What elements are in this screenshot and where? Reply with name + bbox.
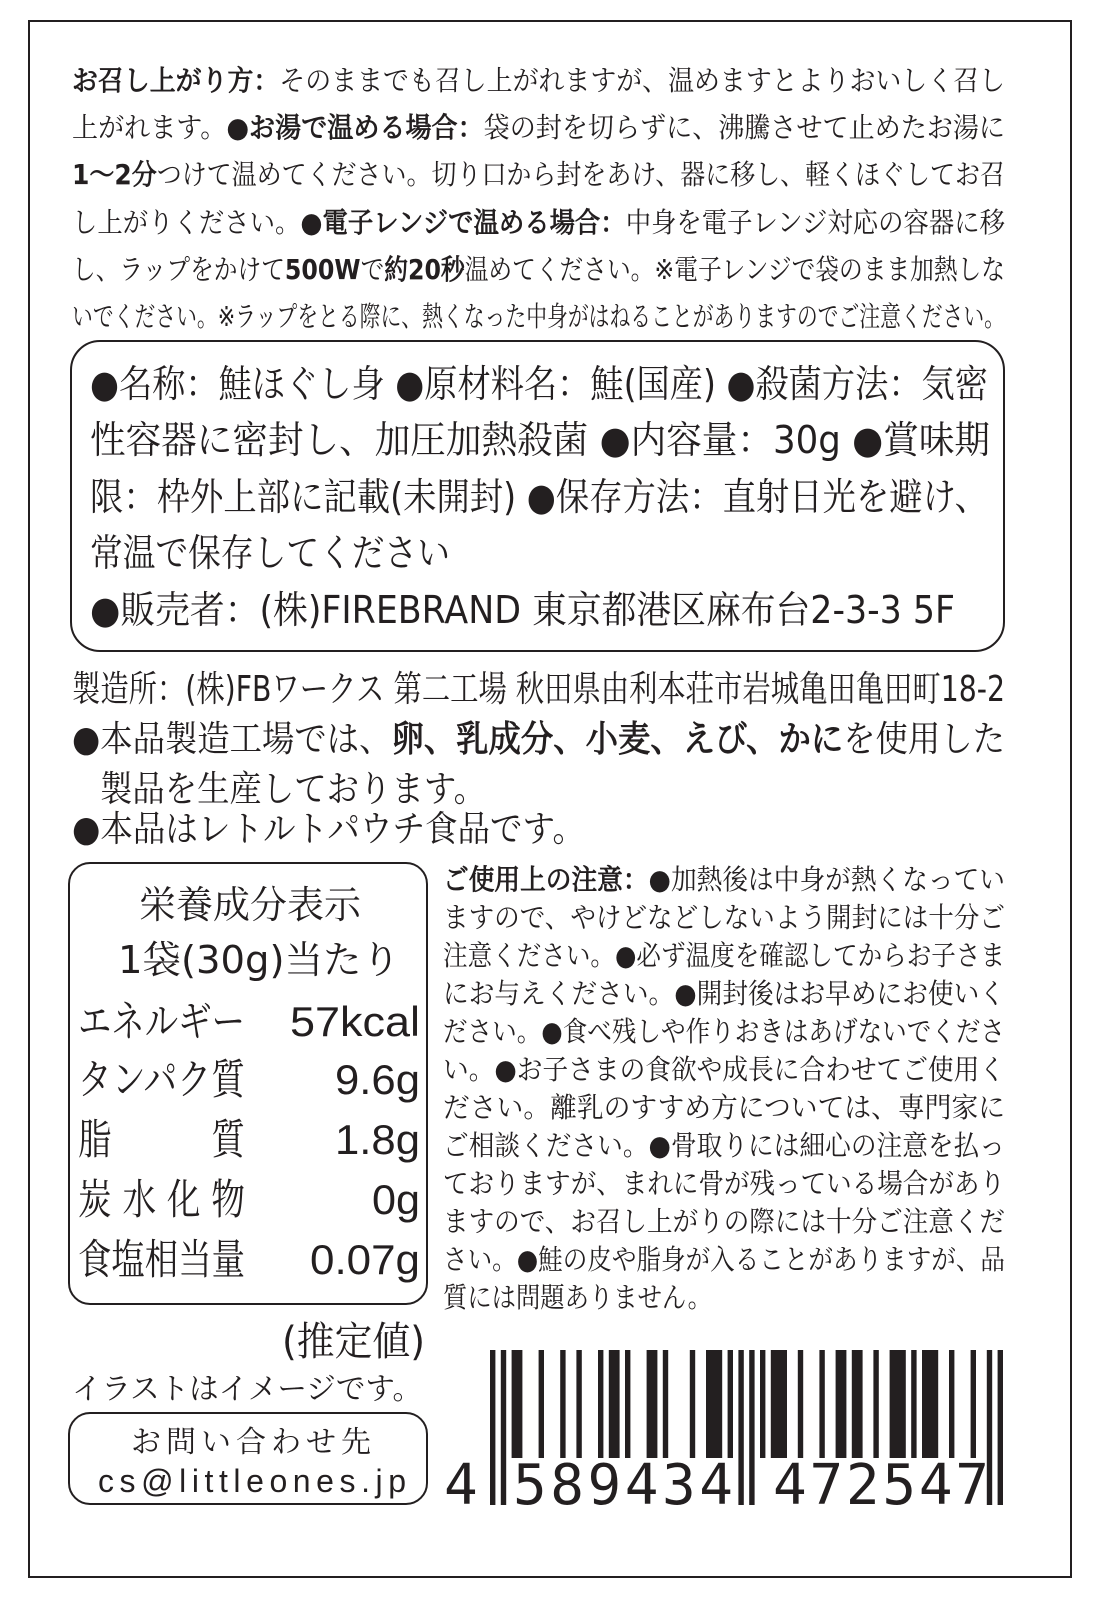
product-info-line (90, 469, 988, 525)
line-text: ださい。離乳のすすめ方については、専門家に (443, 1091, 1005, 1124)
line-text: イラストはイメージです。 (72, 1372, 422, 1407)
microwave-time: 約20秒 (384, 253, 465, 286)
text-run: し、ラップをかけて (72, 253, 285, 286)
text-run: ●本品製造工場では、 (72, 719, 392, 760)
preparation-line (72, 293, 1005, 340)
line-text: 炭水化物 (78, 1175, 256, 1224)
nutrient-label (78, 1232, 245, 1288)
line-text: ますので、やけどなどしないよう開封には十分ご (443, 901, 1005, 934)
barcode-bar (625, 1350, 630, 1458)
line-text: ●販売者：(株)FIREBRAND 東京都港区麻布台2-3-3 5F (90, 588, 955, 632)
text-run: 上がれます。 (72, 111, 227, 144)
line-text: ご相談ください。●骨取りには細心の注意を払っ (443, 1129, 1005, 1162)
barcode-bar (663, 1350, 668, 1458)
product-info-line (90, 525, 450, 581)
nutrient-label (78, 1112, 345, 1168)
nutrient-value (372, 1172, 420, 1228)
barcode-bar (798, 1350, 803, 1458)
barcode-bar (647, 1350, 658, 1458)
barcode-bar (706, 1350, 722, 1458)
preparation-line (72, 199, 1005, 246)
text-run: し上がりください。 (72, 206, 301, 239)
nutrient-value (310, 1232, 420, 1288)
text-run: を使用した (843, 719, 1005, 760)
barcode-lead-digit: 4 (444, 1453, 478, 1512)
barcode-bar (922, 1350, 938, 1458)
caution-line (443, 1089, 1005, 1127)
line-text: ますので、お召し上がりの際には十分ご注意くだ (443, 1205, 1005, 1238)
line-text: 57kcal (290, 998, 420, 1045)
barcode-right-digits: 472547 (773, 1453, 989, 1512)
line-text: 1袋(30g)当たり (118, 938, 400, 982)
line-text: 脂質 (78, 1115, 345, 1164)
nutrient-value (335, 1112, 420, 1168)
caution-line (443, 975, 1005, 1013)
barcode-guard-bar (998, 1350, 1003, 1505)
barcode-bar (690, 1350, 695, 1458)
barcode (440, 1340, 1010, 1512)
barcode-bar (576, 1350, 581, 1458)
line-text: ●本品はレトルトパウチ食品です。 (72, 809, 585, 850)
barcode-bar (728, 1350, 733, 1458)
barcode-bar (771, 1350, 787, 1458)
barcode-bar (836, 1350, 847, 1458)
caution-line (443, 899, 1005, 937)
seller-line (90, 582, 955, 638)
line-text: ておりますが、まれに骨が残っている場合があり (443, 1167, 1005, 1200)
nutrient-label (78, 1052, 245, 1108)
line-text: い。●お子さまの食欲や成長に合わせてご使用く (443, 1053, 1005, 1086)
nutrient-value (335, 1052, 420, 1108)
barcode-bar (819, 1350, 824, 1458)
line-text: エネルギー (78, 997, 245, 1046)
line-text: さい。●鮭の皮や脂身が入ることがありますが、品 (443, 1243, 1005, 1276)
line-text: 常温で保存してください (90, 531, 450, 575)
line-text: 1.8g (335, 1116, 420, 1163)
caution-line (443, 1279, 712, 1317)
line-text: 製品を生産しております。 (100, 769, 486, 810)
barcode-bar (890, 1350, 906, 1458)
text-run: そのままでも召し上がれますが、温めますとよりおいしく召し (279, 64, 1005, 97)
line-text: cs@littleones.jp (98, 1463, 412, 1499)
line-text (72, 151, 1005, 198)
nutrient-label (78, 1172, 256, 1228)
line-text: 栄養成分表示 (139, 883, 361, 927)
caution-line (443, 1241, 1005, 1279)
caution-line (443, 1127, 1005, 1165)
heating-time: 1～2分 (72, 158, 157, 191)
contact-label (131, 1425, 376, 1461)
illustration-note (72, 1372, 422, 1408)
line-text: 質には問題ありません。 (443, 1281, 712, 1314)
preparation-line (72, 151, 1005, 198)
estimated-value-note (282, 1320, 425, 1364)
barcode-bar (598, 1350, 603, 1458)
microwave-heading: ●電子レンジで温める場合： (300, 206, 626, 239)
caution-line (443, 1013, 1005, 1051)
barcode-bar (971, 1350, 976, 1458)
manufacturer-line (72, 665, 1005, 715)
text-run: 袋の封を切らずに、沸騰させて止めたお湯に (483, 111, 1006, 144)
hot-water-heading: ●お湯で温める場合： (226, 111, 484, 144)
line-text: にお与えください。●開封後はお早めにお使いく (443, 977, 1005, 1010)
barcode-guard-bar (738, 1350, 743, 1505)
barcode-bar (873, 1350, 878, 1458)
line-text: ださい。●食べ残しや作りおきはあげないでくださ (443, 1015, 1005, 1048)
text-run: ●加熱後は中身が熱くなってい (648, 863, 1005, 896)
line-text: 0.07g (310, 1236, 420, 1283)
allergen-list: 卵、乳成分、小麦、えび、かに (391, 719, 844, 760)
microwave-wattage: 500W (284, 253, 361, 286)
product-info-line (90, 356, 988, 412)
nutrition-title (139, 880, 361, 930)
preparation-line (72, 246, 1005, 293)
barcode-bar (539, 1350, 544, 1458)
caution-line (443, 1203, 1005, 1241)
barcode-guard-bar (501, 1350, 506, 1505)
preparation-heading: お召し上がり方： (72, 64, 280, 97)
barcode-left-digits: 589434 (513, 1453, 733, 1512)
line-text: 注意ください。●必ず温度を確認してからお子さま (443, 939, 1005, 972)
caution-line (443, 937, 1005, 975)
barcode-bar (760, 1350, 765, 1458)
nutrition-serving (118, 935, 400, 985)
line-text: 食塩相当量 (78, 1235, 245, 1284)
line-text (443, 861, 1005, 899)
line-text (72, 57, 1005, 104)
barcode-bar (911, 1350, 916, 1458)
barcode-bar (852, 1350, 863, 1458)
barcode-guard-bar (490, 1350, 495, 1505)
preparation-line (72, 57, 1005, 104)
line-text (72, 715, 1005, 765)
caution-heading: ご使用上の注意： (443, 863, 649, 896)
line-text: 9.6g (335, 1056, 420, 1103)
retort-note (72, 805, 585, 855)
barcode-bar (609, 1350, 620, 1458)
text-run: で (360, 253, 385, 286)
line-text: (推定値) (282, 1319, 425, 1365)
caution-line (443, 1051, 1005, 1089)
barcode-bar (949, 1350, 954, 1458)
barcode-bar (512, 1350, 523, 1458)
contact-email (98, 1463, 412, 1499)
preparation-line (72, 104, 1005, 151)
text-run: 中身を電子レンジ対応の容器に移 (625, 206, 1005, 239)
text-run: 温めてください。※電子レンジで袋のまま加熱しな (464, 253, 1005, 286)
line-text (72, 104, 1005, 151)
barcode-bar (560, 1350, 565, 1458)
caution-line (443, 1165, 1005, 1203)
line-text: ●名称：鮭ほぐし身 ●原材料名：鮭(国産) ●殺菌方法：気密 (90, 362, 988, 406)
line-text: タンパク質 (78, 1055, 246, 1104)
line-text: 0g (372, 1176, 420, 1223)
caution-line (443, 861, 1005, 899)
nutrient-value (290, 994, 420, 1050)
line-text: 性容器に密封し、加圧加熱殺菌 ●内容量：30g ●賞味期 (90, 418, 990, 462)
nutrient-label (78, 994, 245, 1050)
line-text: 製造所：(株)FBワークス 第二工場 秋田県由利本荘市岩城亀田亀田町18-2 (72, 669, 1005, 710)
line-text (72, 246, 1005, 293)
product-info-line (90, 412, 990, 468)
line-text: いでください。※ラップをとる際に、熱くなった中身がはねることがありますのでご注意ください。 (72, 300, 1005, 333)
text-run: つけて温めてください。切り口から封をあけ、器に移し、軽くほぐしてお召 (156, 158, 1006, 191)
barcode-guard-bar (749, 1350, 754, 1505)
line-text (72, 199, 1005, 246)
line-text: お問い合わせ先 (131, 1425, 376, 1460)
allergen-line (72, 715, 1005, 765)
line-text: 限：枠外上部に記載(未開封) ●保存方法：直射日光を避け、 (90, 475, 988, 519)
